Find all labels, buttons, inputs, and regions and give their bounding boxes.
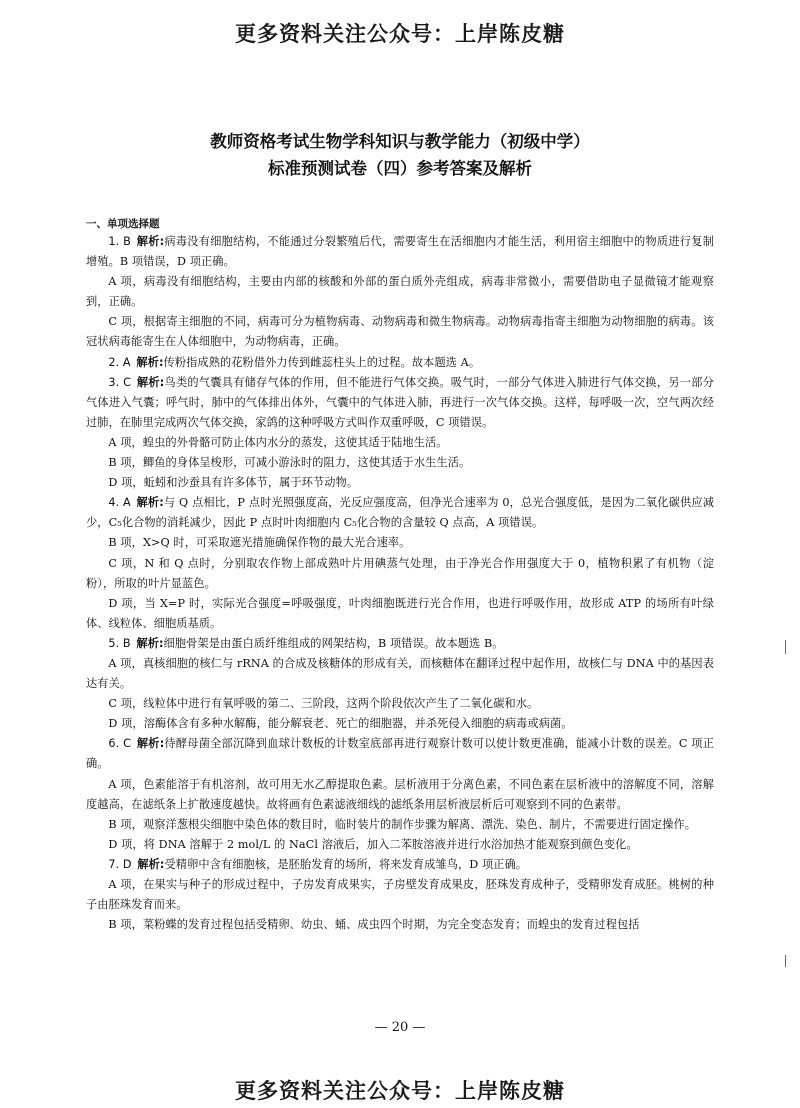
answer-number: 4. A	[108, 496, 131, 510]
answer-number: 6. C	[108, 737, 131, 751]
scan-edge-mark	[785, 955, 786, 967]
answer-page	[86, 128, 714, 935]
explanation-paragraph	[86, 594, 714, 634]
paragraph-text: B 项，观察洋葱根尖细胞中染色体的数目时，临时装片的制作步骤为解离、漂洗、染色、制片，不需要进行固定操作。	[108, 817, 697, 831]
page-title-line2: 标准预测试卷（四）参考答案及解析	[268, 159, 532, 178]
paragraph-text: 鸟类的气囊具有储存气体的作用，但不能进行气体交换。吸气时，一部分气体进入肺进行气体交换，另一部分气体进入气囊；呼气时，肺中的气体排出体外，气囊中的气体进入肺，再进行一次气体交换。这样，每呼吸一次，空气两次经过肺，在肺里完成两次气体交换，家鸽的这种呼吸方式叫作双重呼吸，C 项错误。	[86, 375, 714, 429]
paragraph-text: A 项，真核细胞的核仁与 rRNA 的合成及核糖体的形成有关，而核糖体在翻译过程中起作用，故核仁与 DNA 中的基因表达有关。	[86, 656, 714, 691]
explanation-paragraph	[86, 915, 714, 935]
explanation-paragraph	[86, 453, 714, 473]
explanation-paragraph	[86, 654, 714, 694]
explanation-paragraph	[86, 272, 714, 312]
paragraph-text: D 项，当 X=P 时，实际光合强度=呼吸强度，叶肉细胞既进行光合作用，也进行呼吸作用，故形成 ATP 的场所有叶绿体、线粒体、细胞质基质。	[86, 596, 714, 630]
paragraph-text: A 项，色素能溶于有机溶剂，故可用无水乙醇提取色素。层析液用于分离色素，不同色素在层析液中的溶解度不同，溶解度越高，在滤纸条上扩散速度越快。故将画有色素滤液细线的滤纸条用层析液层析后可观察到不同的色素带。	[86, 777, 714, 811]
answer-paragraphs	[86, 232, 714, 935]
page-number: — 20 —	[374, 1020, 426, 1035]
paragraph-text: A 项，在果实与种子的形成过程中，子房发育成果实，子房壁发育成果皮，胚珠发育成种子，受精卵发育成胚。桃树的种子由胚珠发育而来。	[86, 878, 714, 912]
answer-number: 2. A	[108, 355, 131, 369]
explanation-paragraph	[86, 694, 714, 714]
paragraph-text: C 项，N 和 Q 点时，分别取农作物上部成熟叶片用碘蒸气处理，由于净光合作用强度大于 0，植物积累了有机物（淀粉），所取的叶片显蓝色。	[86, 556, 714, 590]
analysis-label: 解析:	[136, 496, 164, 510]
paragraph-text: 待酵母菌全部沉降到血球计数板的计数室底部再进行观察计数可以使计数更准确，能减小计数的误差。C 项正确。	[86, 737, 714, 771]
paragraph-text: A 项，病毒没有细胞结构，主要由内部的核酸和外部的蛋白质外壳组成，病毒非常微小，需要借助电子显微镜才能观察到，正确。	[86, 275, 714, 309]
analysis-label: 解析:	[137, 857, 165, 871]
paragraph-text: B 项，菜粉蝶的发育过程包括受精卵、幼虫、蛹、成虫四个时期，为完全变态发育；而蝗虫的发育过程包括	[108, 918, 640, 932]
paragraph-text: B 项，鲫鱼的身体呈梭形，可减小游泳时的阻力，这使其适于水生生活。	[108, 456, 471, 470]
paragraph-text: C 项，根据寄主细胞的不同，病毒可分为植物病毒、动物病毒和微生物病毒。动物病毒指寄主细胞为动物细胞的病毒。该冠状病毒能寄生在人体细胞中，为动物病毒，正确。	[86, 315, 714, 349]
page-title-line1: 教师资格考试生物学科知识与教学能力（初级中学）	[210, 132, 590, 151]
explanation-paragraph	[86, 714, 714, 734]
answer-number: 3. C	[108, 375, 131, 389]
explanation-paragraph	[86, 433, 714, 453]
explanation-paragraph	[86, 533, 714, 553]
analysis-label: 解析:	[136, 737, 165, 751]
analysis-label: 解析:	[136, 636, 164, 650]
scan-edge-mark	[785, 640, 786, 654]
paragraph-text: C 项，线粒体中进行有氧呼吸的第二、三阶段，这两个阶段依次产生了二氧化碳和水。	[108, 697, 539, 711]
promo-banner-bottom: 更多资料关注公众号：上岸陈皮糖	[235, 1079, 565, 1103]
explanation-paragraph	[86, 473, 714, 493]
question-answer-paragraph	[86, 232, 714, 272]
paragraph-text: 病毒没有细胞结构，不能通过分裂繁殖后代，需要寄生在活细胞内才能生活，利用宿主细胞中的物质进行复制增殖。B 项错误，D 项正确。	[86, 235, 714, 269]
answer-number: 1. B	[108, 235, 131, 248]
explanation-paragraph	[86, 554, 714, 594]
answer-number: 7. D	[108, 857, 132, 871]
question-answer-paragraph	[86, 493, 714, 533]
answer-number: 5. B	[108, 636, 131, 650]
section-heading: 一、单项选择题	[86, 218, 160, 230]
paragraph-text: D 项，蚯蚓和沙蚕具有许多体节，属于环节动物。	[108, 476, 359, 490]
question-answer-paragraph	[86, 734, 714, 774]
explanation-paragraph	[86, 835, 714, 855]
analysis-label: 解析:	[136, 375, 165, 389]
analysis-label: 解析:	[136, 355, 164, 369]
paragraph-text: 传粉指成熟的花粉借外力传到雌蕊柱头上的过程。故本题选 A。	[163, 355, 481, 369]
explanation-paragraph	[86, 775, 714, 815]
paragraph-text: 细胞骨架是由蛋白质纤维组成的网架结构，B 项错误。故本题选 B。	[163, 636, 504, 650]
analysis-label: 解析:	[136, 235, 165, 248]
paragraph-text: 受精卵中含有细胞核，是胚胎发育的场所，将来发育成雏鸟，D 项正确。	[164, 857, 528, 871]
explanation-paragraph	[86, 815, 714, 835]
question-answer-paragraph	[86, 373, 714, 433]
paragraph-text: A 项，蝗虫的外骨骼可防止体内水分的蒸发，这使其适于陆地生活。	[108, 435, 448, 449]
question-answer-paragraph	[86, 855, 714, 875]
paragraph-text: D 项，溶酶体含有多种水解酶，能分解衰老、死亡的细胞器，并杀死侵入细胞的病毒或病菌。	[108, 717, 573, 731]
paragraph-text: 与 Q 点相比，P 点时光照强度高，光反应强度高，但净光合速率为 0，总光合强度低，是因为二氧化碳供应减少，C₅化合物的消耗减少，因此 P 点时叶肉细胞内 C₅化合物的含量较 Q 点高，A 项错误。	[86, 496, 714, 530]
explanation-paragraph	[86, 312, 714, 352]
paragraph-text: D 项，将 DNA 溶解于 2 mol/L 的 NaCl 溶液后，加入二苯胺溶液并进行水浴加热才能观察到颜色变化。	[108, 837, 638, 851]
promo-banner-top: 更多资料关注公众号：上岸陈皮糖	[235, 22, 565, 46]
paragraph-text: B 项，X>Q 时，可采取遮光措施确保作物的最大光合速率。	[108, 536, 411, 550]
question-answer-paragraph	[86, 353, 714, 373]
question-answer-paragraph	[86, 634, 714, 654]
explanation-paragraph	[86, 875, 714, 915]
